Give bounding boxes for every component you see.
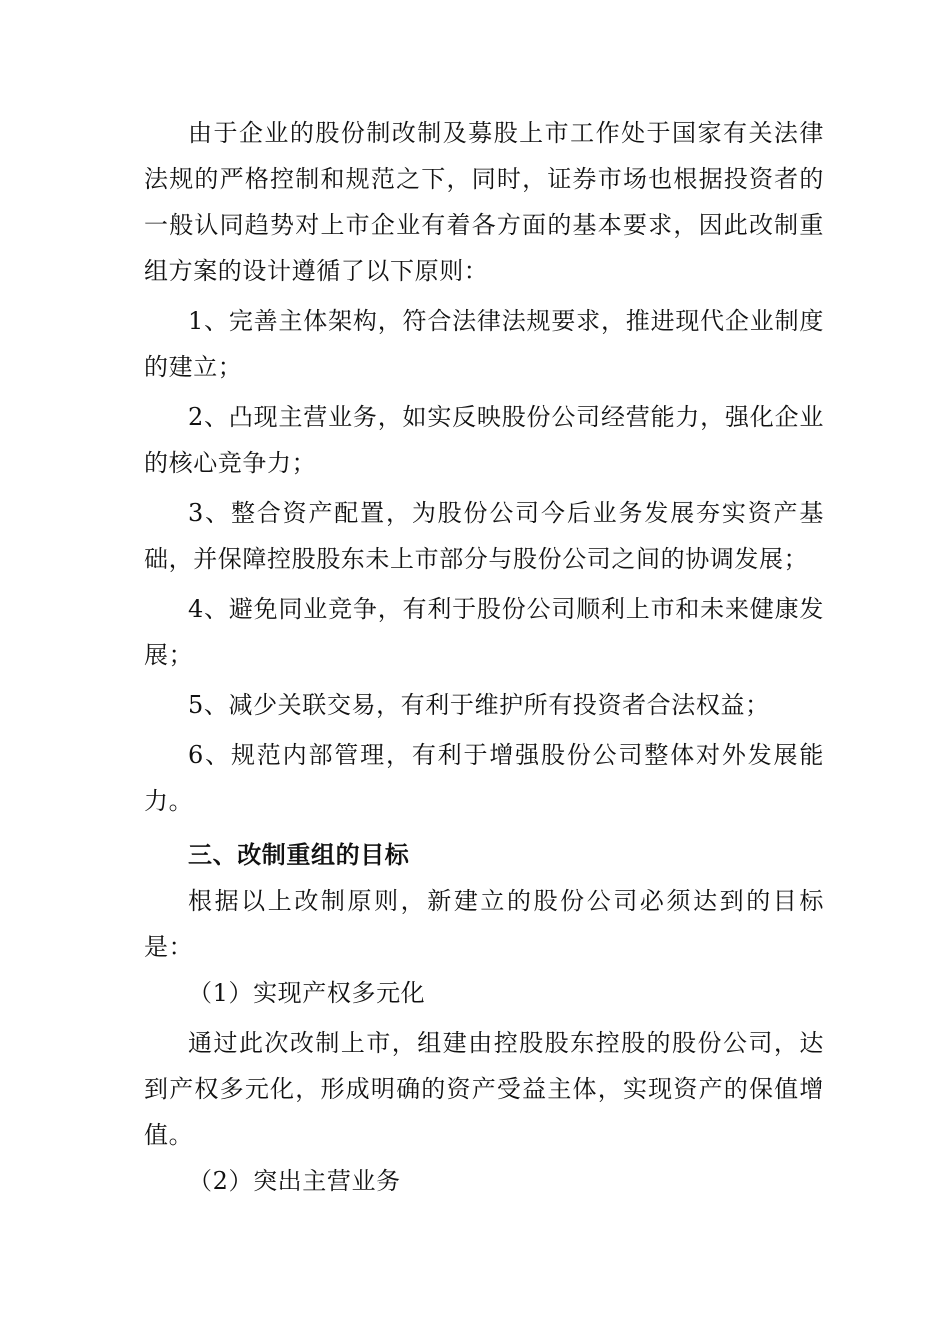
section-intro: 根据以上改制原则，新建立的股份公司必须达到的目标是： xyxy=(144,887,824,961)
principle-2: 2、凸现主营业务，如实反映股份公司经营能力，强化企业的核心竞争力； xyxy=(144,403,824,477)
principle-1: 1、完善主体架构，符合法律法规要求，推进现代企业制度的建立； xyxy=(144,307,824,381)
principle-3: 3、整合资产配置，为股份公司今后业务发展夯实资产基础，并保障控股股东未上市部分与股份公司之间的协调发展； xyxy=(144,499,824,573)
principle-6: 6、规范内部管理，有利于增强股份公司整体对外发展能力。 xyxy=(144,741,824,815)
principle-5: 5、减少关联交易，有利于维护所有投资者合法权益； xyxy=(188,691,770,719)
document-body xyxy=(144,110,824,1204)
principle-4: 4、避免同业竞争，有利于股份公司顺利上市和未来健康发展； xyxy=(144,595,824,669)
intro-paragraph: 由于企业的股份制改制及募股上市工作处于国家有关法律法规的严格控制和规范之下，同时，证券市场也根据投资者的一般认同趋势对上市企业有着各方面的基本要求，因此改制重组方案的设计遵循了以下原则： xyxy=(144,119,824,285)
goal-1-body: 通过此次改制上市，组建由控股股东控股的股份公司，达到产权多元化，形成明确的资产受益主体，实现资产的保值增值。 xyxy=(144,1029,824,1149)
section-heading: 三、改制重组的目标 xyxy=(188,841,410,869)
goal-1-title: （1）实现产权多元化 xyxy=(188,979,426,1007)
goal-2-title: （2）突出主营业务 xyxy=(188,1167,401,1195)
